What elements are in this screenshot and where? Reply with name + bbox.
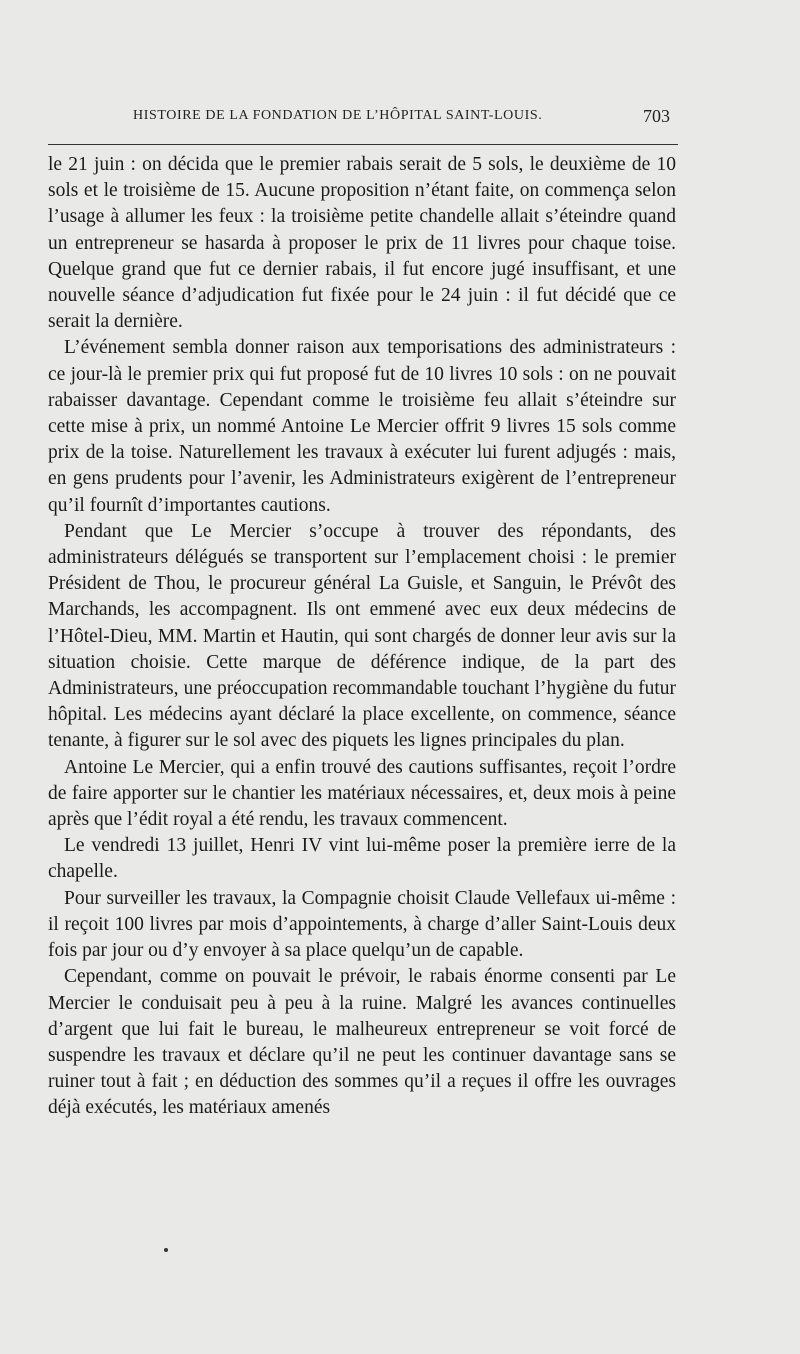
running-head (0, 106, 800, 130)
paragraph-1: le 21 juin : on décida que le premier rabais serait de 5 sols, le deuxième de 10 sols et le troisième de 15. Aucune proposition n’étant faite, on commença selon l’usage à allumer les feux : la troisième petite chandelle allait s’éteindre quand un entrepreneur se hasarda à proposer le prix de 11 livres pour chaque toise. Quelque grand que fut ce dernier rabais, il fut encore jugé insuffisant, et une nouvelle séance d’adjudication fut fixée pour le 24 juin : il fut décidé que ce serait la dernière. (48, 154, 676, 333)
running-title: HISTOIRE DE LA FONDATION DE L’HÔPITAL SAINT-LOUIS. (133, 108, 543, 123)
paragraph-7: Cependant, comme on pouvait le prévoir, le rabais énorme consenti par Le Mercier le conduisait peu à peu à la ruine. Malgré les avances continuelles d’argent que lui fait le bureau, le malheureux entrepreneur se voit forcé de suspendre les travaux et déclare qu’il ne peut les continuer davantage sans se ruiner tout à fait ; en déduction des sommes qu’il a reçues il offre les ouvrages déjà exécutés, les matériaux amenés (48, 966, 676, 1119)
ink-speck (164, 1248, 168, 1252)
paragraph-5: Le vendredi 13 juillet, Henri IV vint lui-même poser la première ierre de la chapelle. (48, 835, 676, 883)
header-rule (48, 144, 678, 145)
body-text (48, 152, 676, 1122)
paragraph-4: Antoine Le Mercier, qui a enfin trouvé des cautions suffisantes, reçoit l’ordre de faire apporter sur le chantier les matériaux nécessaires, et, deux mois à peine après que l’édit royal a été rendu, les travaux commencent. (48, 756, 676, 831)
paragraph-2: L’événement sembla donner raison aux temporisations des administrateurs : ce jour-là le premier prix qui fut proposé fut de 10 livres 10 sols : on ne pouvait rabaisser davantage. Cependant comme le troisième feu allait s’éteindre sur cette mise à prix, un nommé Antoine Le Mercier offrit 9 livres 15 sols comme prix de la toise. Naturellement les travaux à exécuter lui furent adjugés : mais, en gens prudents pour l’avenir, les Administrateurs exigèrent de l’entrepreneur qu’il fournît d’importantes cautions. (48, 337, 676, 516)
paragraph-6: Pour surveiller les travaux, la Compagnie choisit Claude Vellefaux ui-même : il reçoit 100 livres par mois d’appointements, à charge d’aller Saint-Louis deux fois par jour ou d’y envoyer à sa place quelqu’un de capable. (48, 887, 676, 962)
page-number: 703 (643, 106, 670, 126)
paragraph-3: Pendant que Le Mercier s’occupe à trouver des répondants, des administrateurs délégués se transportent sur l’emplacement choisi : le premier Président de Thou, le procureur général La Guisle, et Sanguin, le Prévôt des Marchands, les accompagnent. Ils ont emmené avec eux deux médecins de l’Hôtel-Dieu, MM. Martin et Hautin, qui sont chargés de donner leur avis sur la situation choisie. Cette marque de déférence indique, de la part des Administrateurs, une préoccupation recommandable touchant l’hygiène du futur hôpital. Les médecins ayant déclaré la place excellente, on commence, séance tenante, à figurer sur le sol avec des piquets les lignes principales du plan. (48, 520, 676, 752)
